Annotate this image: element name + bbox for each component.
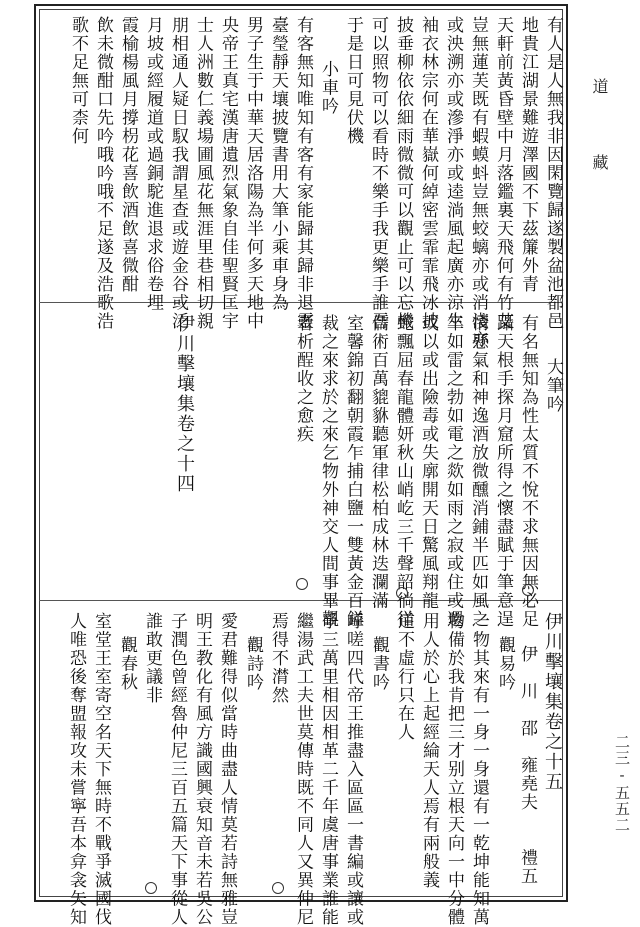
punctuation-circle — [396, 587, 408, 599]
text-column: 于是日可見伏機 — [343, 16, 363, 146]
text-column: 有名無知為性太質不悅不求無因無必足 — [518, 314, 538, 629]
text-column: 誰敢更議非 — [142, 612, 162, 705]
text-column: 呼嗟四代帝王推盡入區區一書編或讓或 — [343, 612, 363, 927]
text-column: 央帝王真宅漢唐遺烈氣象自佳聖賢匡宇 — [218, 16, 238, 331]
volume-end-title: 伊川擊壤集卷之十四 — [174, 314, 195, 494]
text-column: 愛君難得似當時曲盡人情莫若詩無雅豈 — [217, 612, 237, 927]
text-column: 繼湯武工夫世莫傳時既不同人又異仲尼 — [293, 612, 313, 927]
punctuation-circle — [522, 584, 534, 596]
punctuation-circle — [296, 578, 308, 590]
text-column: 霞榆楊風月撐枴花喜飲酒飲喜微酣 — [118, 16, 138, 294]
text-column: 飲未微酣口先吟哦吟哦不足遂及浩歌浩 — [93, 16, 113, 331]
text-column: 或以或出險毒或失廓開天日驚風翔龍 — [418, 314, 438, 610]
poem-title: 大筆吟 — [543, 358, 563, 414]
text-column: 有客無知唯知有客有家能歸其歸非退靈 — [293, 16, 313, 331]
text-column: 披垂柳依依細雨微微可以觀止可以忘機 — [393, 16, 413, 331]
text-column: 裁之來求於之來乞物外神交人間事畢觀 — [318, 314, 338, 629]
text-column: 爭三萬里相因相革二千年虞唐事業誰能 — [318, 612, 338, 927]
text-column: 月坡或經履道或過銅駝進退求俗卷埋 — [143, 16, 163, 312]
text-column: 袖衣林宗何在華嶽何綽密雲霏霏飛冰披 — [418, 16, 438, 331]
text-column: 天軒前黃昏壁中月落鑑裏天飛何有竹艾 — [493, 16, 513, 331]
poem-title: 觀易吟 — [495, 636, 515, 692]
text-column: 明王教化有風方識國興衰知音未若吳公 — [192, 612, 212, 927]
text-column: 可以照物可以看時不樂手我更樂手誰吾 — [368, 16, 388, 331]
text-column: 子潤色曾經魯仲尼三百五篇天下事從人 — [167, 612, 187, 927]
text-column: 者析酲收之愈疾 — [293, 314, 313, 444]
text-column: 室馨錦初翻朝霞乍捕白鹽一雙黃金百鎰 — [343, 314, 363, 629]
text-column: 臺瑩靜天壤披覽書用大筆小乘車身為 — [268, 16, 288, 312]
poem-title: 觀詩吟 — [243, 636, 263, 692]
poem-title: 觀春秋 — [117, 636, 137, 692]
text-column: 士人洲數仁義場圃風花無涯里巷相切親 — [193, 16, 213, 331]
text-column: 室堂王室寄空名天下無時不戰爭滅國伐 — [91, 612, 111, 927]
text-column: 道不虛行只在人 — [394, 612, 414, 742]
text-column: 用人於心上起經綸天人焉有兩般義 — [419, 612, 439, 890]
text-column: 有人是人無我非因閑覽歸遂製盆池都邑 — [543, 16, 563, 331]
text-column: 儒術百萬貔貅聽軍律松柏成林迭瀾滿 — [368, 314, 388, 610]
text-column: 人唯恐後奪盟報攻未嘗寧吾本弇衾矢知 — [66, 612, 86, 927]
text-column: 情懸氣和神逸酒放微醺消鋪半匹如風之 — [468, 314, 488, 629]
text-column: 蛇飄屈春龍體妍秋山峭屹三千聲韶徜徉 — [393, 314, 413, 629]
text-column: 卒如雷之勃如電之欻如雨之寂或住或還 — [443, 314, 463, 629]
poem-title: 觀書吟 — [369, 636, 389, 692]
volume-label: 道 藏 — [590, 78, 609, 192]
text-column: 地貴江湖景難遊澤國不下茲簾外青 — [518, 16, 538, 294]
text-column: 焉得不潸然 — [268, 612, 288, 705]
punctuation-circle — [272, 882, 284, 894]
text-column: 歌不足無可柰何 — [68, 16, 88, 146]
text-column: 一物其來有一身一身還有一乾坤能知萬 — [469, 612, 489, 927]
text-column: 豈無蓮芙既有蝦蟆蚪豈無蛟螭亦或消淺亦 — [468, 16, 488, 349]
text-column: 或泱溯亦或滲淨亦或逵淌風起廣亦涼生 — [443, 16, 463, 331]
punctuation-circle — [145, 882, 157, 894]
poem-title: 小車吟 — [318, 60, 338, 116]
text-column: 男子生于中華天居洛陽為半何多天地中 — [243, 16, 263, 331]
text-column: 朋相通人疑日馭我謂星查或遊金谷或泛 — [168, 16, 188, 331]
text-column: 物備於我肯把三才别立根天向一中分體 — [444, 612, 464, 927]
collection-title: 伊川擊壤集卷之十五 — [542, 612, 563, 792]
text-column: 躡天根手探月窟所得之懷盡賦于筆意逞 — [493, 314, 513, 629]
page-number: 二三-五五二 — [613, 734, 631, 833]
author-line: 伊 川 邵 雍堯夫 禮五 — [517, 645, 537, 886]
